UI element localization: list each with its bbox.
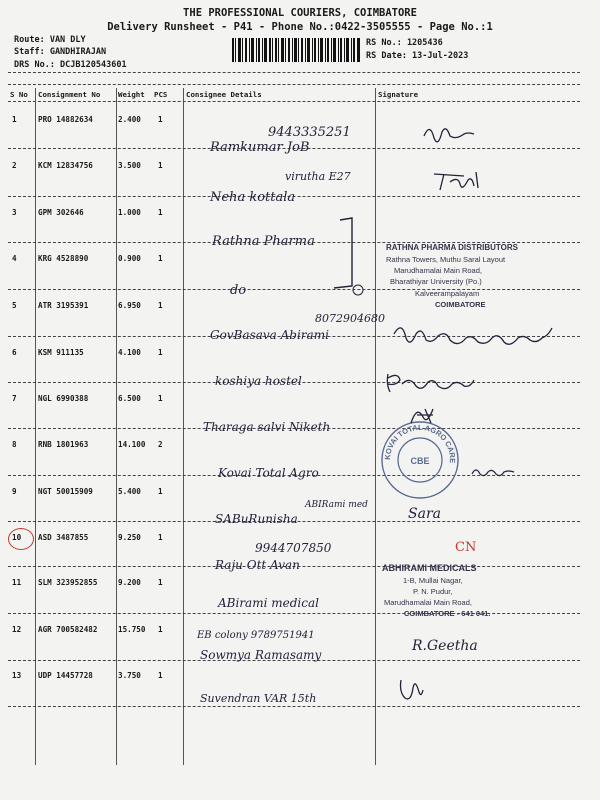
handwritten-name: koshiya hostel <box>215 374 302 388</box>
column-separator <box>35 88 36 765</box>
row-weight: 9.250 <box>118 533 141 542</box>
signature-row-13 <box>395 674 425 704</box>
handwritten-name: Raju Ott Avan <box>215 558 300 572</box>
row-pcs: 1 <box>158 394 163 403</box>
row-weight: 6.500 <box>118 394 141 403</box>
column-header-signature: Signature <box>378 90 419 99</box>
row-sno: 10 <box>12 533 22 542</box>
stamp-rathna-line: Marudhamalai Main Road, <box>394 266 482 275</box>
row-weight: 3.500 <box>118 161 141 170</box>
handwritten-phone: 9944707850 <box>255 541 332 555</box>
red-cn-mark: CN <box>455 540 477 555</box>
row-consignment: RNB 1801963 <box>38 440 89 449</box>
column-header-sno: S No <box>10 90 28 99</box>
row-weight: 6.950 <box>118 301 141 310</box>
column-header-pcs: PCS <box>154 90 168 99</box>
handwritten-name: Kovai Total Agro <box>218 466 319 480</box>
row-weight: 0.900 <box>118 254 141 263</box>
stamp-abirami-line: ABHIRAMI MEDICALS <box>382 563 477 573</box>
row-pcs: 1 <box>158 301 163 310</box>
row-weight: 4.100 <box>118 348 141 357</box>
handwritten-note: EB colony 9789751941 <box>197 630 315 641</box>
signature-row-9: Sara <box>408 506 441 522</box>
route-label: Route: VAN DLY <box>14 35 86 45</box>
divider-header-top <box>8 84 580 85</box>
bracket-mark <box>330 216 370 296</box>
row-consignment: ASD 3487855 <box>38 533 89 542</box>
row-consignment: PRO 14882634 <box>38 115 93 124</box>
signature-row-8 <box>468 462 518 480</box>
row-sno: 1 <box>12 115 17 124</box>
handwritten-name: Tharaga salvi Niketh <box>203 420 331 434</box>
row-sno: 13 <box>12 671 22 680</box>
stamp-abirami-line: COIMBATORE - 641 041. <box>404 609 491 618</box>
runsheet-subtitle: Delivery Runsheet - P41 - Phone No.:0422-3505555 - Page No.:1 <box>107 21 493 33</box>
column-separator <box>183 88 184 765</box>
handwritten-name: ABirami medical <box>218 596 319 610</box>
row-sno: 12 <box>12 625 22 634</box>
stamp-abirami-line: 1-B, Mullai Nagar, <box>403 576 463 585</box>
row-consignment: KSM 911135 <box>38 348 84 357</box>
signature-row-7 <box>405 403 445 429</box>
row-consignment: SLM 323952855 <box>38 578 98 587</box>
row-pcs: 1 <box>158 115 163 124</box>
barcode-image <box>232 38 360 62</box>
row-weight: 15.750 <box>118 625 146 634</box>
signature-row-5 <box>390 318 575 348</box>
stamp-rathna-line: Kalveerampalayam <box>415 289 480 298</box>
row-pcs: 1 <box>158 671 163 680</box>
column-header-weight: Weight <box>118 90 145 99</box>
row-divider <box>8 706 580 707</box>
row-sno: 9 <box>12 487 17 496</box>
row-consignment: KRG 4528890 <box>38 254 89 263</box>
row-sno: 6 <box>12 348 17 357</box>
column-header-consignment: Consignment No <box>38 90 101 99</box>
stamp-rathna-line: Rathna Towers, Muthu Saral Layout <box>386 255 506 264</box>
handwritten-note: virutha E27 <box>285 170 351 183</box>
row-sno: 8 <box>12 440 17 449</box>
stamp-rathna-line: Bharathiyar University (Po.) <box>390 277 482 286</box>
row-pcs: 1 <box>158 578 163 587</box>
column-header-consignee: Consignee Details <box>186 90 262 99</box>
row-sno: 3 <box>12 208 17 217</box>
handwritten-name: GovBasava Abirami <box>210 328 329 342</box>
row-pcs: 1 <box>158 208 163 217</box>
row-pcs: 2 <box>158 440 163 449</box>
stamp-center-text: CBE <box>410 456 430 466</box>
signature-row-2 <box>430 168 490 194</box>
row-weight: 3.750 <box>118 671 141 680</box>
row-divider <box>8 289 580 290</box>
row-weight: 1.000 <box>118 208 141 217</box>
stamp-abirami-line: P. N. Pudur, <box>413 587 453 596</box>
row-consignment: ATR 3195391 <box>38 301 89 310</box>
row-weight: 2.400 <box>118 115 141 124</box>
row-consignment: KCM 12834756 <box>38 161 93 170</box>
row-sno: 5 <box>12 301 17 310</box>
handwritten-phone: 8072904680 <box>315 312 385 325</box>
rs-number: RS No.: 1205436 <box>366 38 443 48</box>
handwritten-name: Rathna Pharma <box>212 234 315 249</box>
handwritten-name: Neha kottala <box>210 190 296 205</box>
handwritten-name: Suvendran VAR 15th <box>200 692 317 705</box>
row-pcs: 1 <box>158 161 163 170</box>
staff-label: Staff: GANDHIRAJAN <box>14 47 107 57</box>
row-sno: 4 <box>12 254 17 263</box>
handwritten-name: Ramkumar JoB <box>210 140 310 155</box>
stamp-abirami-line: Marudhamalai Main Road, <box>384 598 472 607</box>
handwritten-name: SABuRunisha <box>215 512 298 526</box>
handwritten-phone: 9443335251 <box>268 125 351 140</box>
row-weight: 5.400 <box>118 487 141 496</box>
row-divider <box>8 613 580 614</box>
row-weight: 9.200 <box>118 578 141 587</box>
row-consignment: GPM 302646 <box>38 208 84 217</box>
row-sno: 11 <box>12 578 22 587</box>
signature-row-1 <box>420 118 480 146</box>
row-pcs: 1 <box>158 625 163 634</box>
handwritten-note: ABIRami med <box>305 500 368 510</box>
row-consignment: AGR 700582482 <box>38 625 98 634</box>
row-consignment: UDP 14457728 <box>38 671 93 680</box>
column-separator <box>116 88 117 765</box>
handwritten-name: Sowmya Ramasamy <box>200 648 322 662</box>
row-consignment: NGT 50015909 <box>38 487 93 496</box>
row-pcs: 1 <box>158 254 163 263</box>
row-sno: 7 <box>12 394 17 403</box>
row-pcs: 1 <box>158 487 163 496</box>
column-separator <box>375 88 376 765</box>
stamp-rathna-line: COIMBATORE <box>435 300 486 309</box>
row-pcs: 1 <box>158 533 163 542</box>
kovai-round-stamp <box>378 418 462 502</box>
stamp-rathna-line: RATHNA PHARMA DISTRIBUTORS <box>386 243 518 252</box>
divider-top <box>8 72 580 73</box>
signature-row-12: R.Geetha <box>412 638 478 654</box>
row-pcs: 1 <box>158 348 163 357</box>
rs-date: RS Date: 13-Jul-2023 <box>366 51 469 61</box>
drs-number: DRS No.: DCJB120543601 <box>14 60 127 70</box>
stamp-ring-text: KOVAI TOTAL AGRO CARE <box>382 422 458 464</box>
row-weight: 14.100 <box>118 440 146 449</box>
signature-row-6 <box>382 370 482 396</box>
handwritten-note: do <box>230 283 247 298</box>
runsheet-title: THE PROFESSIONAL COURIERS, COIMBATORE <box>183 7 417 19</box>
divider-header-bottom <box>8 101 580 102</box>
row-sno: 2 <box>12 161 17 170</box>
row-consignment: NGL 6990388 <box>38 394 89 403</box>
